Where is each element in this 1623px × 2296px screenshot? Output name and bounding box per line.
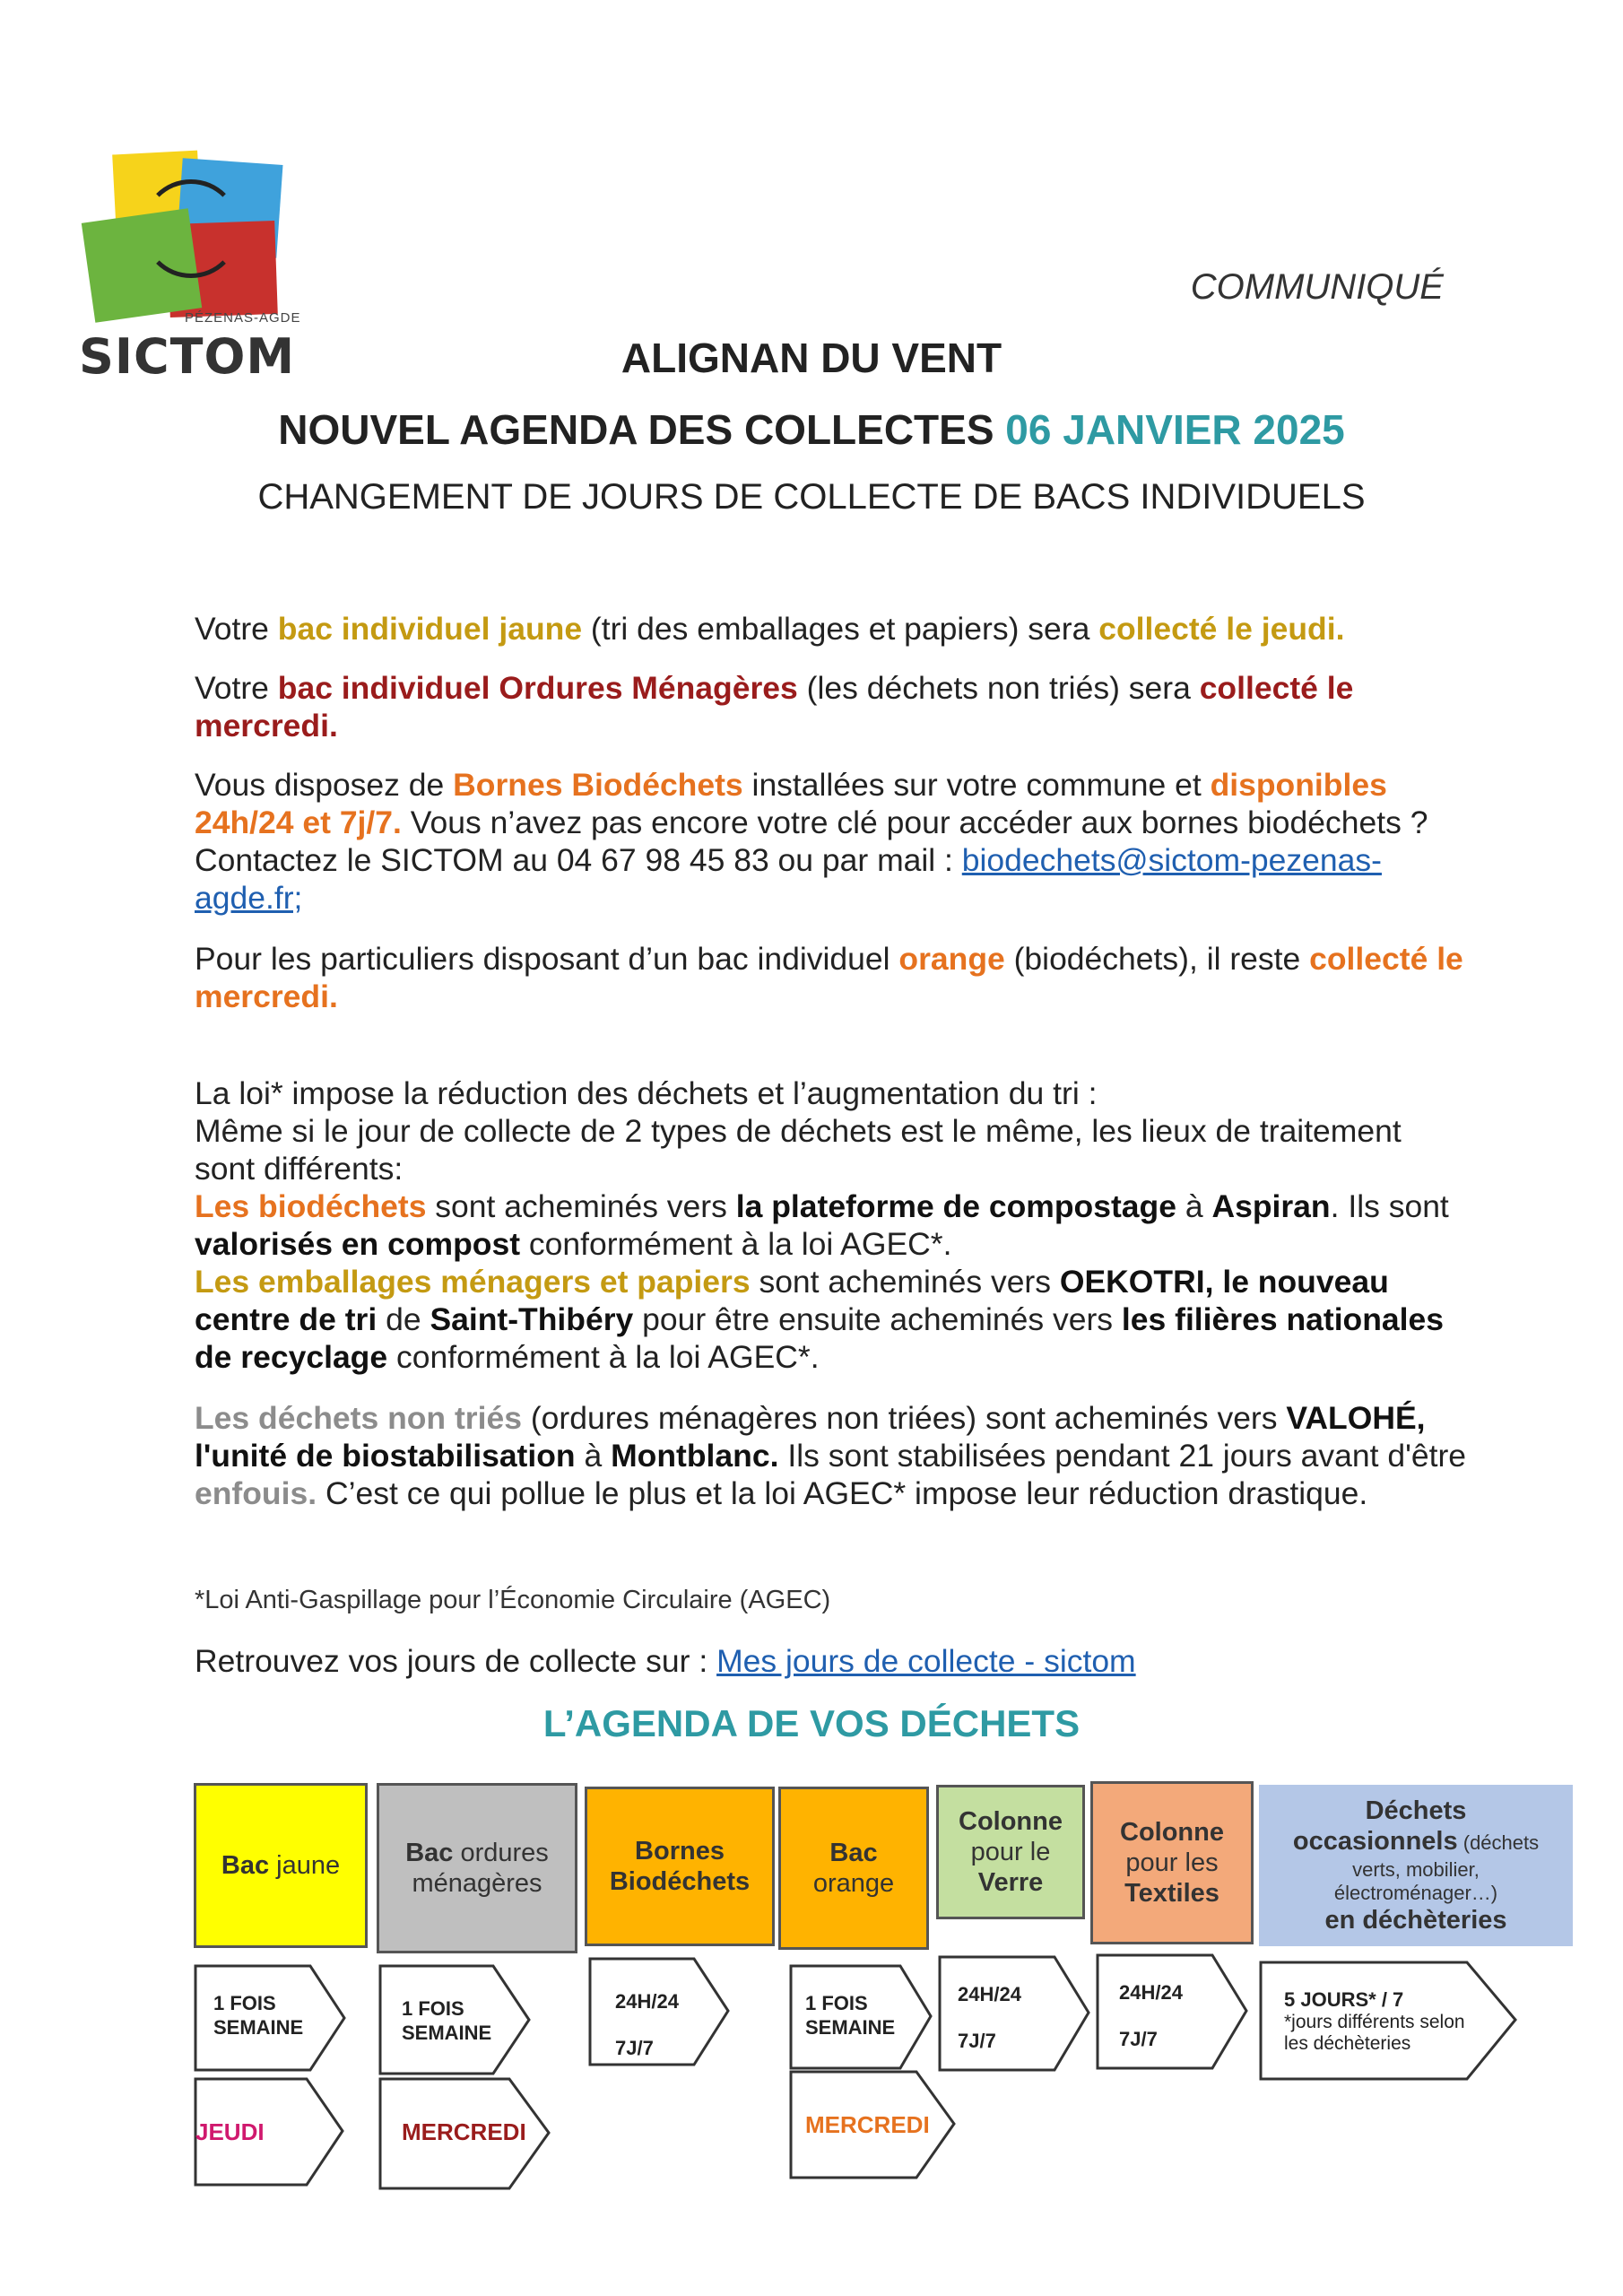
agenda-heading-text: NOUVEL AGENDA DES COLLECTES bbox=[278, 406, 994, 453]
paragraph-orange-bin bbox=[195, 940, 1468, 1015]
freq-text: 7J/7 bbox=[958, 2030, 996, 2052]
highlight: Les emballages ménagers et papiers bbox=[195, 1264, 751, 1300]
label: ordures ménagères bbox=[412, 1839, 549, 1898]
freq-note: les déchèteries bbox=[1284, 2033, 1411, 2054]
text: Retrouvez vos jours de collecte sur : bbox=[195, 1643, 717, 1679]
email-link[interactable]: biodechets@sictom-pezenas-agde.fr; bbox=[195, 842, 1382, 916]
header-bac-jaune bbox=[194, 1783, 368, 1948]
packaging-line bbox=[195, 1263, 1468, 1376]
label: électroménager…) bbox=[1333, 1882, 1498, 1904]
text: de bbox=[377, 1301, 430, 1337]
agenda-date: 06 JANVIER 2025 bbox=[1005, 406, 1345, 453]
paragraph-unsorted bbox=[195, 1399, 1468, 1512]
text: conformément à la loi AGEC*. bbox=[520, 1226, 952, 1262]
freq-arrow-verre bbox=[938, 1955, 1092, 2072]
highlight: Les biodéchets bbox=[195, 1188, 427, 1224]
header-bac-ordures bbox=[377, 1783, 577, 1953]
text: installées sur votre commune et bbox=[742, 767, 1211, 803]
highlight: les filières nationales de recyclage bbox=[195, 1301, 1445, 1375]
text: C’est ce qui pollue le plus et la loi AGEC* impose leur réduction drastique. bbox=[317, 1475, 1368, 1511]
freq-arrow-jaune bbox=[194, 1964, 348, 2072]
freq-text: 24H/24 bbox=[615, 1990, 679, 2013]
day-arrow-ordures bbox=[378, 2077, 552, 2190]
text: (biodéchets), il reste bbox=[1004, 941, 1310, 977]
text: Pour les particuliers disposant d’un bac individuel bbox=[195, 941, 899, 977]
text: . Ils sont bbox=[1330, 1188, 1449, 1224]
communique-label: COMMUNIQUÉ bbox=[1190, 267, 1444, 307]
highlight: bac individuel jaune bbox=[277, 611, 583, 647]
label-strong: Textiles bbox=[1124, 1879, 1219, 1908]
header-colonne-verre bbox=[936, 1785, 1085, 1919]
label-strong: Biodéchets bbox=[609, 1867, 751, 1896]
text: (les déchets non triés) sera bbox=[797, 670, 1200, 706]
label-strong: Colonne bbox=[959, 1807, 1063, 1836]
text: Votre bbox=[195, 670, 278, 706]
freq-text: SEMAINE bbox=[805, 2016, 896, 2039]
text: La loi* impose la réduction des déchets et l’augmentation du tri : bbox=[195, 1075, 1098, 1111]
subtitle: CHANGEMENT DE JOURS DE COLLECTE DE BACS INDIVIDUELS bbox=[257, 477, 1366, 517]
text: pour être ensuite acheminés vers bbox=[633, 1301, 1122, 1337]
agenda-title: L’AGENDA DE VOS DÉCHETS bbox=[542, 1702, 1081, 1744]
biowaste-line bbox=[195, 1187, 1468, 1263]
day-arrow-jaune bbox=[194, 2077, 346, 2187]
freq-arrow-orange bbox=[789, 1964, 934, 2070]
day-text: JEUDI bbox=[195, 2118, 265, 2145]
text: Même si le jour de collecte de 2 types de déchets est le même, les lieux de traitement sont différents: bbox=[195, 1113, 1402, 1187]
freq-text: 1 FOIS bbox=[213, 1992, 276, 2014]
label: pour les bbox=[1125, 1848, 1219, 1877]
header-colonne-textiles bbox=[1090, 1781, 1254, 1944]
highlight: orange bbox=[898, 941, 1005, 977]
find-days-line bbox=[195, 1643, 1136, 1680]
header-bac-orange bbox=[778, 1787, 929, 1950]
freq-arrow-textiles bbox=[1096, 1953, 1250, 2070]
highlight: collecté le mercredi. bbox=[195, 670, 1354, 744]
label: verts, mobilier, bbox=[1352, 1858, 1480, 1881]
label: orange bbox=[812, 1869, 895, 1898]
agenda-heading bbox=[0, 405, 1623, 454]
freq-text: 24H/24 bbox=[1119, 1981, 1183, 2004]
freq-text: 5 JOURS* / 7 bbox=[1284, 1988, 1404, 2011]
logo-brand: SICTOM bbox=[79, 328, 296, 385]
label-strong: Déchets bbox=[1365, 1796, 1467, 1825]
text: Ils sont stabilisées pendant 21 jours avant d'être bbox=[778, 1438, 1467, 1474]
freq-note: *jours différents selon bbox=[1284, 2012, 1465, 2032]
logo-subtitle: PÉZENAS-AGDE bbox=[185, 310, 301, 326]
text: sont acheminés vers bbox=[750, 1264, 1060, 1300]
freq-arrow-ordures bbox=[378, 1964, 533, 2075]
freq-text: 1 FOIS bbox=[805, 1992, 868, 2014]
freq-arrow-bornes bbox=[588, 1957, 732, 2066]
text: (ordures ménagères non triées) sont acheminés vers bbox=[521, 1400, 1287, 1436]
freq-text: SEMAINE bbox=[402, 2022, 492, 2044]
footnote: *Loi Anti-Gaspillage pour l’Économie Circulaire (AGEC) bbox=[195, 1586, 831, 1614]
highlight: la plateforme de compostage bbox=[735, 1188, 1176, 1224]
highlight: valorisés en compost bbox=[195, 1226, 521, 1262]
label-strong: Bac bbox=[829, 1839, 878, 1867]
logo-arrows-icon bbox=[142, 179, 240, 278]
highlight: Montblanc. bbox=[611, 1438, 779, 1474]
freq-text: 7J/7 bbox=[1119, 2028, 1158, 2050]
header-dechets-occasionnels bbox=[1259, 1785, 1573, 1946]
label-strong: Bac bbox=[221, 1851, 270, 1880]
highlight: Les déchets non triés bbox=[195, 1400, 522, 1436]
label-strong: Verre bbox=[977, 1868, 1044, 1897]
highlight: bac individuel Ordures Ménagères bbox=[277, 670, 798, 706]
header-bornes-biodechets bbox=[585, 1787, 775, 1946]
text: sont acheminés vers bbox=[426, 1188, 736, 1224]
highlight: VALOHÉ, l'unité de biostabilisation bbox=[195, 1400, 1426, 1474]
label-strong: occasionnels bbox=[1292, 1827, 1458, 1856]
text: . bbox=[328, 978, 338, 1014]
label-strong: Colonne bbox=[1120, 1818, 1224, 1847]
highlight: Bornes Biodéchets bbox=[453, 767, 743, 803]
paragraph-yellow-bin bbox=[195, 610, 1468, 648]
freq-text: 1 FOIS bbox=[402, 1997, 464, 2020]
text: Votre bbox=[195, 611, 278, 647]
text: conformément à la loi AGEC*. bbox=[387, 1339, 820, 1375]
collection-days-link[interactable]: Mes jours de collecte - sictom bbox=[716, 1643, 1136, 1679]
highlight: enfouis. bbox=[195, 1475, 317, 1511]
commune-title: ALIGNAN DU VENT bbox=[621, 335, 1002, 381]
text: à bbox=[1176, 1188, 1212, 1224]
highlight: collecté le jeudi. bbox=[1098, 611, 1345, 647]
freq-arrow-dechetteries bbox=[1259, 1961, 1519, 2081]
day-arrow-orange bbox=[789, 2070, 958, 2179]
label-strong: Bac bbox=[405, 1839, 454, 1867]
text: Vous disposez de bbox=[195, 767, 454, 803]
day-text: MERCREDI bbox=[402, 2118, 526, 2145]
paragraph-law bbox=[195, 1074, 1468, 1376]
text: à bbox=[575, 1438, 612, 1474]
label-strong: en déchèteries bbox=[1324, 1906, 1507, 1935]
text: Vous n’avez pas encore votre clé pour accéder aux bornes biodéchets ? Contactez le SICTOM au 04 67 98 45 83 ou par mail : bbox=[195, 804, 1428, 878]
day-text: MERCREDI bbox=[805, 2111, 930, 2138]
highlight: collecté le mercredi bbox=[195, 941, 1463, 1014]
paragraph-biowaste bbox=[195, 766, 1468, 917]
label: jaune bbox=[269, 1851, 341, 1880]
freq-text: 24H/24 bbox=[958, 1983, 1021, 2005]
label-strong: Bornes bbox=[635, 1837, 725, 1866]
label: pour le bbox=[970, 1838, 1051, 1866]
paragraph-household-bin bbox=[195, 669, 1468, 744]
highlight: Saint-Thibéry bbox=[430, 1301, 634, 1337]
text: (tri des emballages et papiers) sera bbox=[582, 611, 1099, 647]
freq-text: SEMAINE bbox=[213, 2016, 304, 2039]
freq-text: 7J/7 bbox=[615, 2037, 654, 2059]
highlight: Aspiran bbox=[1211, 1188, 1331, 1224]
highlight: OEKOTRI, le nouveau centre de tri bbox=[195, 1264, 1389, 1337]
label: (déchets bbox=[1457, 1831, 1540, 1854]
highlight: disponibles 24h/24 et 7j/7. bbox=[195, 767, 1387, 840]
